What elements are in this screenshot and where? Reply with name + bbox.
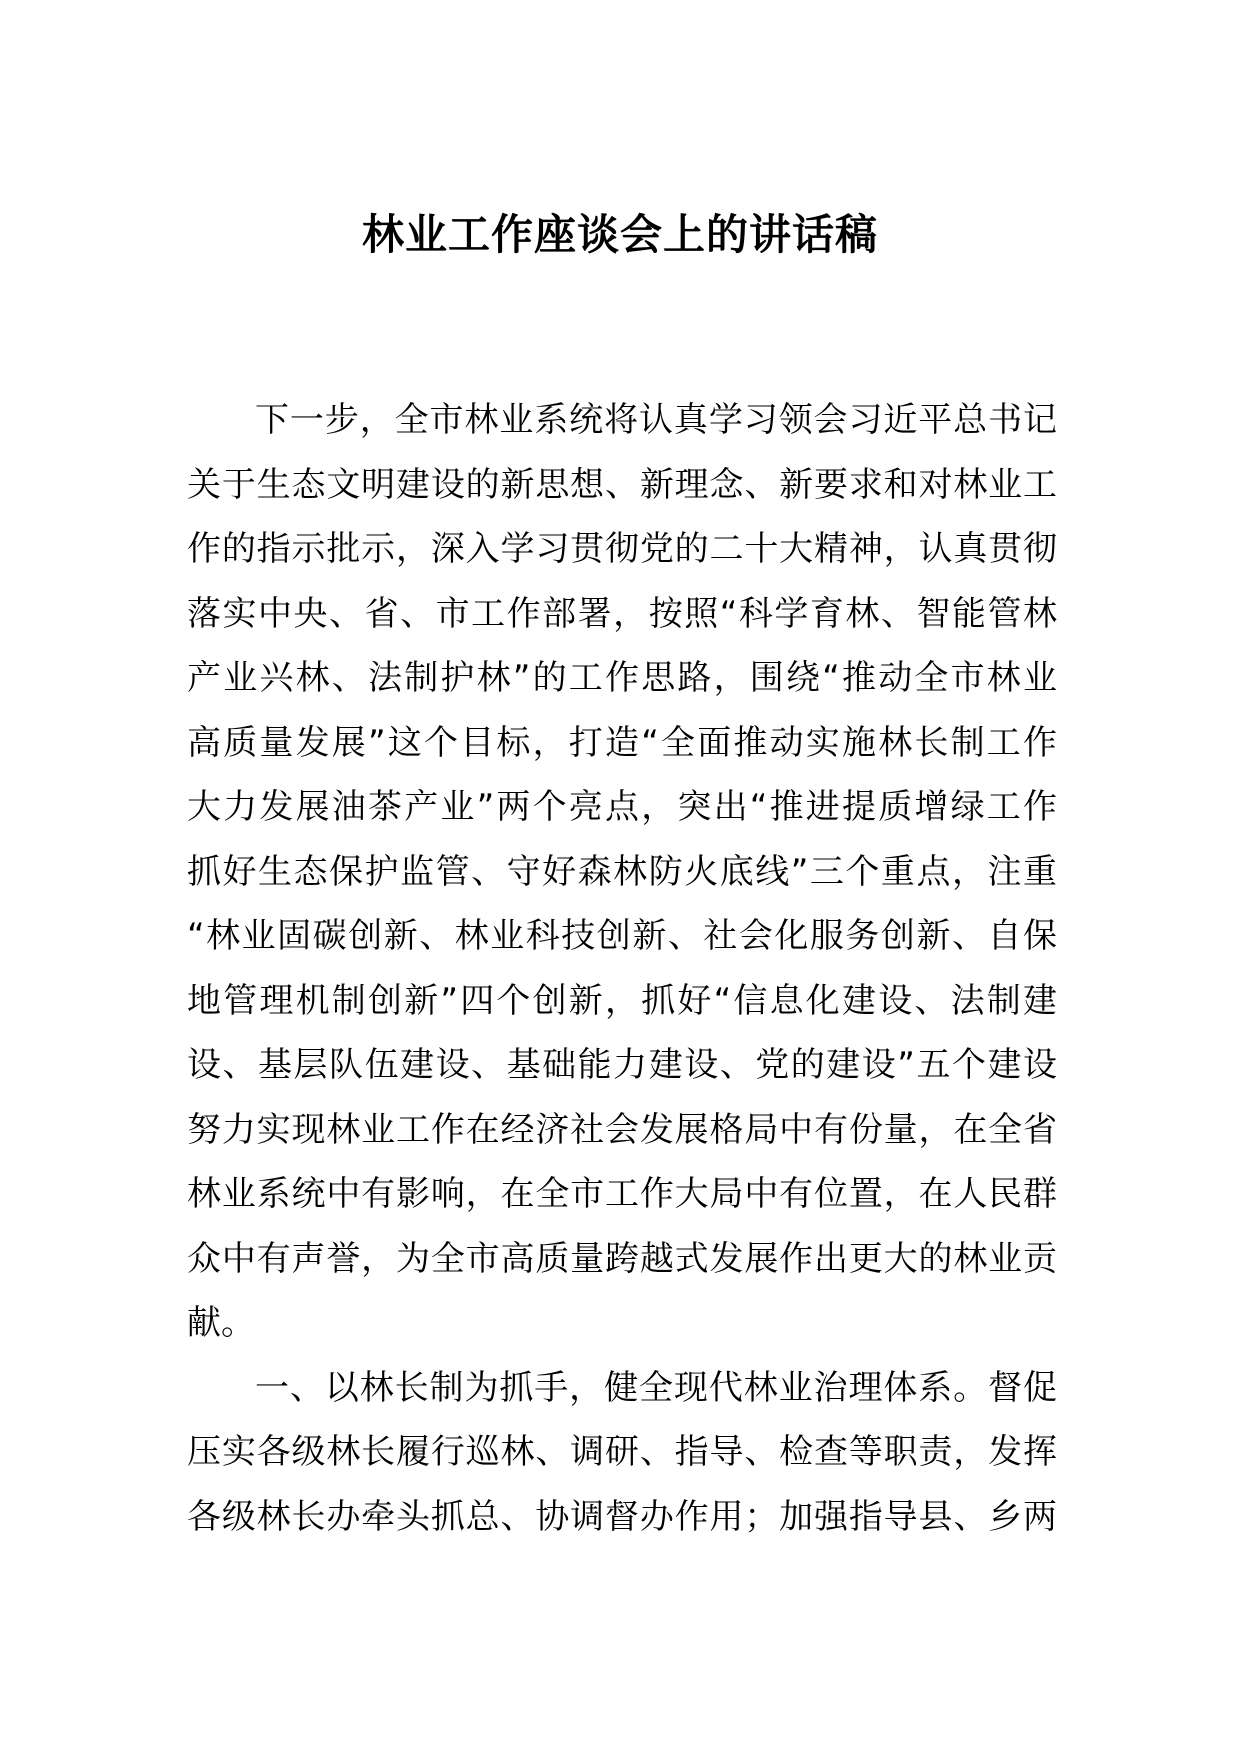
paragraph-1-line-8: 抓好生态保护监管、守好森林防火底线”三个重点，注重 <box>187 851 1057 892</box>
paragraph-2-line-2: 压实各级林长履行巡林、调研、指导、检查等职责，发挥 <box>187 1432 1057 1472</box>
paragraph-1-line-12: 努力实现林业工作在经济社会发展格局中有份量，在全省 <box>187 1109 1057 1150</box>
paragraph-1-line-3: 作的指示批示，深入学习贯彻党的二十大精神，认真贯彻 <box>187 529 1057 569</box>
document-title: 林业工作座谈会上的讲话稿 <box>361 210 878 259</box>
paragraph-1-line-14: 众中有声誉，为全市高质量跨越式发展作出更大的林业贡 <box>187 1238 1057 1279</box>
paragraph-1-line-11: 设、基层队伍建设、基础能力建设、党的建设”五个建设 <box>187 1045 1057 1085</box>
paragraph-2-line-1: 一、以林长制为抓手，健全现代林业治理体系。督促 <box>255 1367 1057 1408</box>
paragraph-1-line-10: 地管理机制创新”四个创新，抓好“信息化建设、法制建 <box>187 980 1057 1021</box>
paragraph-1-line-1: 下一步，全市林业系统将认真学习领会习近平总书记 <box>255 400 1057 440</box>
paragraph-2-line-3: 各级林长办牵头抓总、协调督办作用；加强指导县、乡两 <box>187 1496 1057 1537</box>
paragraph-1-line-2: 关于生态文明建设的新思想、新理念、新要求和对林业工 <box>187 464 1057 505</box>
paragraph-1-line-15: 献。 <box>187 1303 255 1343</box>
paragraph-1-line-13: 林业系统中有影响，在全市工作大局中有位置，在人民群 <box>187 1174 1057 1214</box>
paragraph-1-line-7: 大力发展油茶产业”两个亮点，突出“推进提质增绿工作 <box>187 787 1057 827</box>
paragraph-1-line-9: “林业固碳创新、林业科技创新、社会化服务创新、自保 <box>187 916 1057 956</box>
paragraph-1-line-5: 产业兴林、法制护林”的工作思路，围绕“推动全市林业 <box>187 658 1057 698</box>
paragraph-1-line-6: 高质量发展”这个目标，打造“全面推动实施林长制工作 <box>187 722 1057 763</box>
paragraph-1-line-4: 落实中央、省、市工作部署，按照“科学育林、智能管林 <box>187 593 1057 634</box>
document-body <box>187 388 1057 1549</box>
